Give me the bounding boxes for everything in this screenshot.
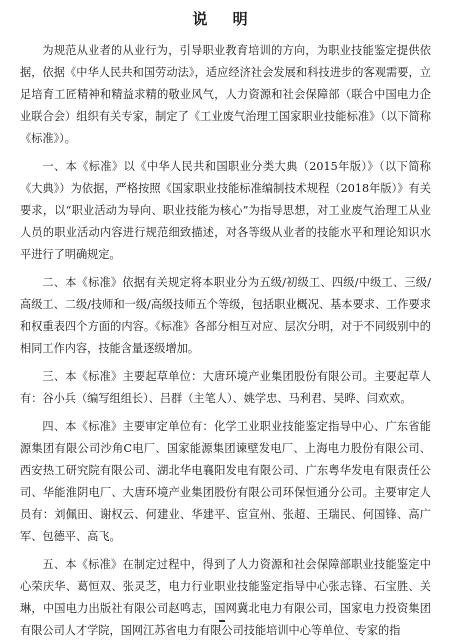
- paragraph-5: 五、本《标准》在制定过程中，得到了人力资源和社会保障部职业技能鉴定中心荣庆华、葛恒双、张灵芝，电力行业职业技能鉴定指导中心张志锋、石宝胜、关琳，中国电力出版社有限公司赵鸣志，国网冀北电力有限公司，国家电力投资集团有限公司人才学院，国网江苏省电力有限公司技能培训中心等单位、专家的指: [20, 558, 431, 637]
- paragraph-3: 三、本《标准》主要起草单位：大唐环境产业集团股份有限公司。主要起草人有：谷小兵（编写组组长）、吕群（主笔人）、姚学忠、马利君、吴晔、闫欢欢。: [20, 370, 431, 405]
- paragraph-2: 二、本《标准》依据有关规定将本职业分为五级/初级工、四级/中级工、三级/高级工、二级/技师和一级/高级技师五个等级，包括职业概况、基本要求、工作要求和权重表四个方面的内容。《标准》各部分相互对应、层次分明，对于不同级别中的相同工作内容，技能含量逐级增加。: [20, 276, 431, 355]
- page-title: 说 明: [192, 10, 258, 28]
- document-body: [20, 40, 431, 642]
- page-edge-mark: [219, 620, 225, 622]
- paragraph-intro: 为规范从业者的从业行为，引导职业教育培训的方向，为职业技能鉴定提供依据，依据《中华人民共和国劳动法》，适应经济社会发展和科技进步的客观需要，立足培育工匠精神和精益求精的敬业风气，人力资源和社会保障部（联合中国电力企业联合会）组织有关专家，制定了《工业废气治理工国家职业技能标准》（以下简称《标准》）。: [20, 44, 431, 145]
- paragraph-4: 四、本《标准》主要审定单位有：化学工业职业技能鉴定指导中心、广东省能源集团有限公司沙角C电厂、国家能源集团谏壁发电厂、上海电力股份有限公司、西安热工研究院有限公司、湖北华电襄阳发电有限公司、广东粤华发电有限责任公司、华能淮阴电厂、大唐环境产业集团股份有限公司环保恒通分公司。主要审定人员有：刘佩田、谢权云、何建业、华建平、宦宣州、张超、王瑞民、何国锋、高广军、包德平、高飞。: [20, 420, 431, 543]
- paragraph-1: 一、本《标准》以《中华人民共和国职业分类大典（2015年版）》（以下简称《大典》）为依据，严格按照《国家职业技能标准编制技术规程（2018年版）》有关要求，以“职业活动为导向、职业技能为核心”为指导思想，对工业废气治理工从业人员的职业活动内容进行规范细致描述，对各等级从业者的技能水平和理论知识水平进行了明确规定。: [20, 160, 431, 261]
